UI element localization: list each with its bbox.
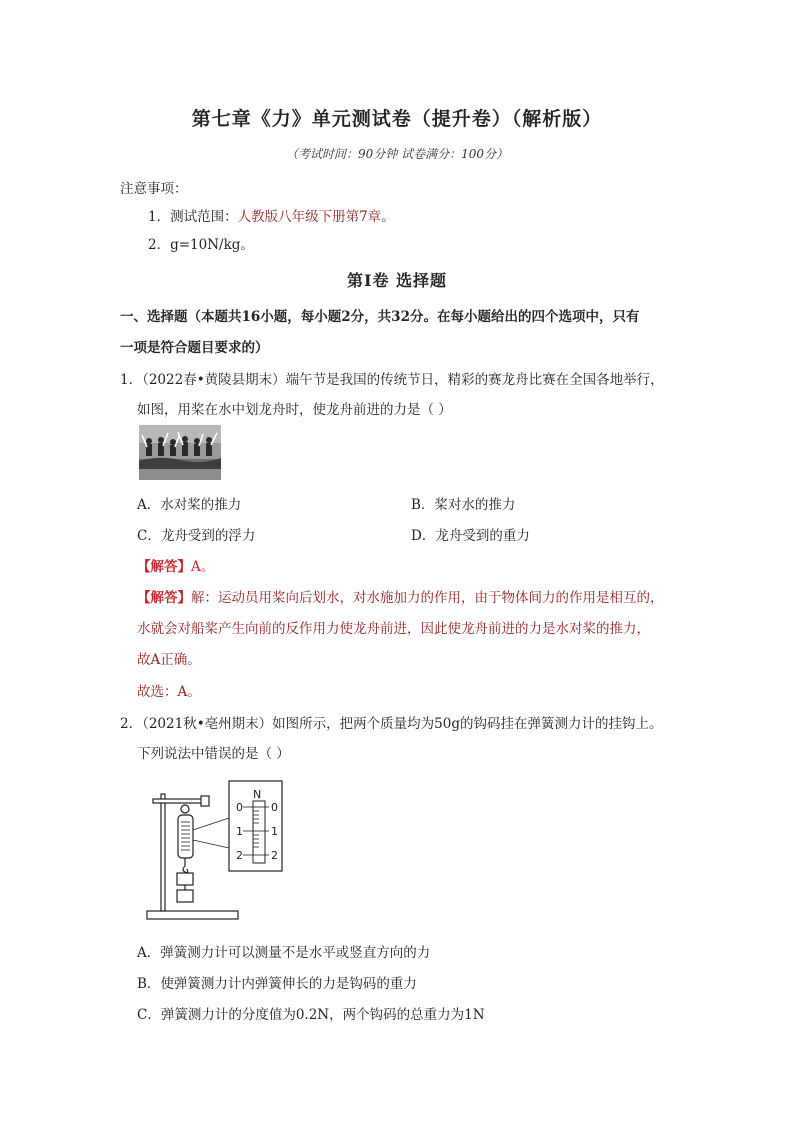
part-heading-line-1: 一、选择题（本题共16小题，每小题2分，共32分。在每小题给出的四个选项中，只有 bbox=[120, 309, 640, 325]
q2-option-c: C．弹簧测力计的分度值为0.2N，两个钩码的总重力为1N bbox=[137, 1007, 485, 1023]
q1-option-d: D．龙舟受到的重力 bbox=[411, 528, 530, 544]
hook-weight-1 bbox=[177, 873, 193, 885]
dragon-boat-photo-art bbox=[139, 425, 221, 480]
stand-base bbox=[147, 911, 238, 919]
stand-pole bbox=[161, 794, 165, 911]
notice-item-1-suffix: 。 bbox=[381, 209, 395, 225]
scale-unit-label: N bbox=[253, 788, 262, 801]
notice-item-2: 2．g=10N/kg。 bbox=[148, 237, 254, 253]
arm-clamp bbox=[201, 796, 209, 806]
scale-right-tick-0: 0 bbox=[271, 801, 278, 814]
q1-option-b: B．桨对水的推力 bbox=[411, 497, 516, 513]
q1-explanation-line-2: 水就会对船桨产生向前的反作用力使龙舟前进，因此使龙舟前进的力是水对桨的推力， bbox=[137, 621, 650, 637]
scale-right-tick-1: 1 bbox=[271, 825, 278, 838]
q1-answer bbox=[137, 555, 214, 575]
exam-info: （考试时间：90分钟 试卷满分：100分） bbox=[286, 147, 508, 161]
q1-option-c: C．龙舟受到的浮力 bbox=[137, 528, 256, 544]
page-title: 第七章《力》单元测试卷（提升卷）（解析版） bbox=[191, 108, 603, 130]
notice-item-1-scope: 人教版八年级下册第7章 bbox=[237, 209, 382, 225]
q1-answer-value: A。 bbox=[191, 559, 215, 575]
scale-gauge bbox=[253, 801, 265, 863]
q1-answer-label: 【解答】 bbox=[137, 559, 191, 575]
scale-body bbox=[178, 815, 193, 858]
q1-explanation-line-3: 故A正确。 bbox=[137, 652, 201, 668]
hook-weight-2 bbox=[177, 890, 193, 902]
scale-right-tick-2: 2 bbox=[271, 849, 278, 862]
scale-left-tick-0: 0 bbox=[236, 801, 243, 814]
scale-hook bbox=[183, 866, 188, 873]
notice-item-1 bbox=[148, 205, 395, 225]
q1-explanation-line-1 bbox=[137, 586, 664, 606]
q2-stem-line-2: 下列说法中错误的是（ ） bbox=[137, 746, 290, 762]
q2-stem-line-1: 2．（2021秋•亳州期末）如图所示，把两个质量均为50g的钩码挂在弹簧测力计的挂钩上。 bbox=[120, 716, 663, 732]
q2-option-b: B．使弹簧测力计内弹簧伸长的力是钩码的重力 bbox=[137, 976, 417, 992]
part-heading-line-2: 一项是符合题目要求的） bbox=[120, 340, 269, 356]
scale-left-tick-2: 2 bbox=[236, 849, 243, 862]
spring-scale-figure bbox=[145, 780, 285, 925]
notice-heading: 注意事项： bbox=[120, 181, 188, 197]
q1-stem-line-2: 如图，用桨在水中划龙舟时，使龙舟前进的力是（ ） bbox=[137, 402, 452, 418]
q1-explanation-text-1: 解：运动员用桨向后划水，对水施加力的作用，由于物体间力的作用是相互的， bbox=[191, 590, 664, 606]
q1-explanation-label: 【解答】 bbox=[137, 590, 191, 606]
section-title: 第Ⅰ卷 选择题 bbox=[346, 271, 448, 290]
q1-stem-line-1: 1．（2022春•黄陵县期末）端午节是我国的传统节日，精彩的赛龙舟比赛在全国各地举行， bbox=[120, 372, 664, 388]
stand-arm bbox=[153, 799, 203, 803]
scale-ring bbox=[181, 805, 189, 813]
dragon-boat-photo bbox=[139, 425, 221, 480]
q1-final-choice: 故选：A。 bbox=[137, 684, 201, 700]
q1-option-a: A．水对桨的推力 bbox=[137, 497, 242, 513]
q2-option-a: A．弹簧测力计可以测量不是水平或竖直方向的力 bbox=[137, 945, 431, 961]
scale-left-tick-1: 1 bbox=[236, 825, 243, 838]
notice-item-1-prefix: 1．测试范围： bbox=[148, 209, 238, 225]
